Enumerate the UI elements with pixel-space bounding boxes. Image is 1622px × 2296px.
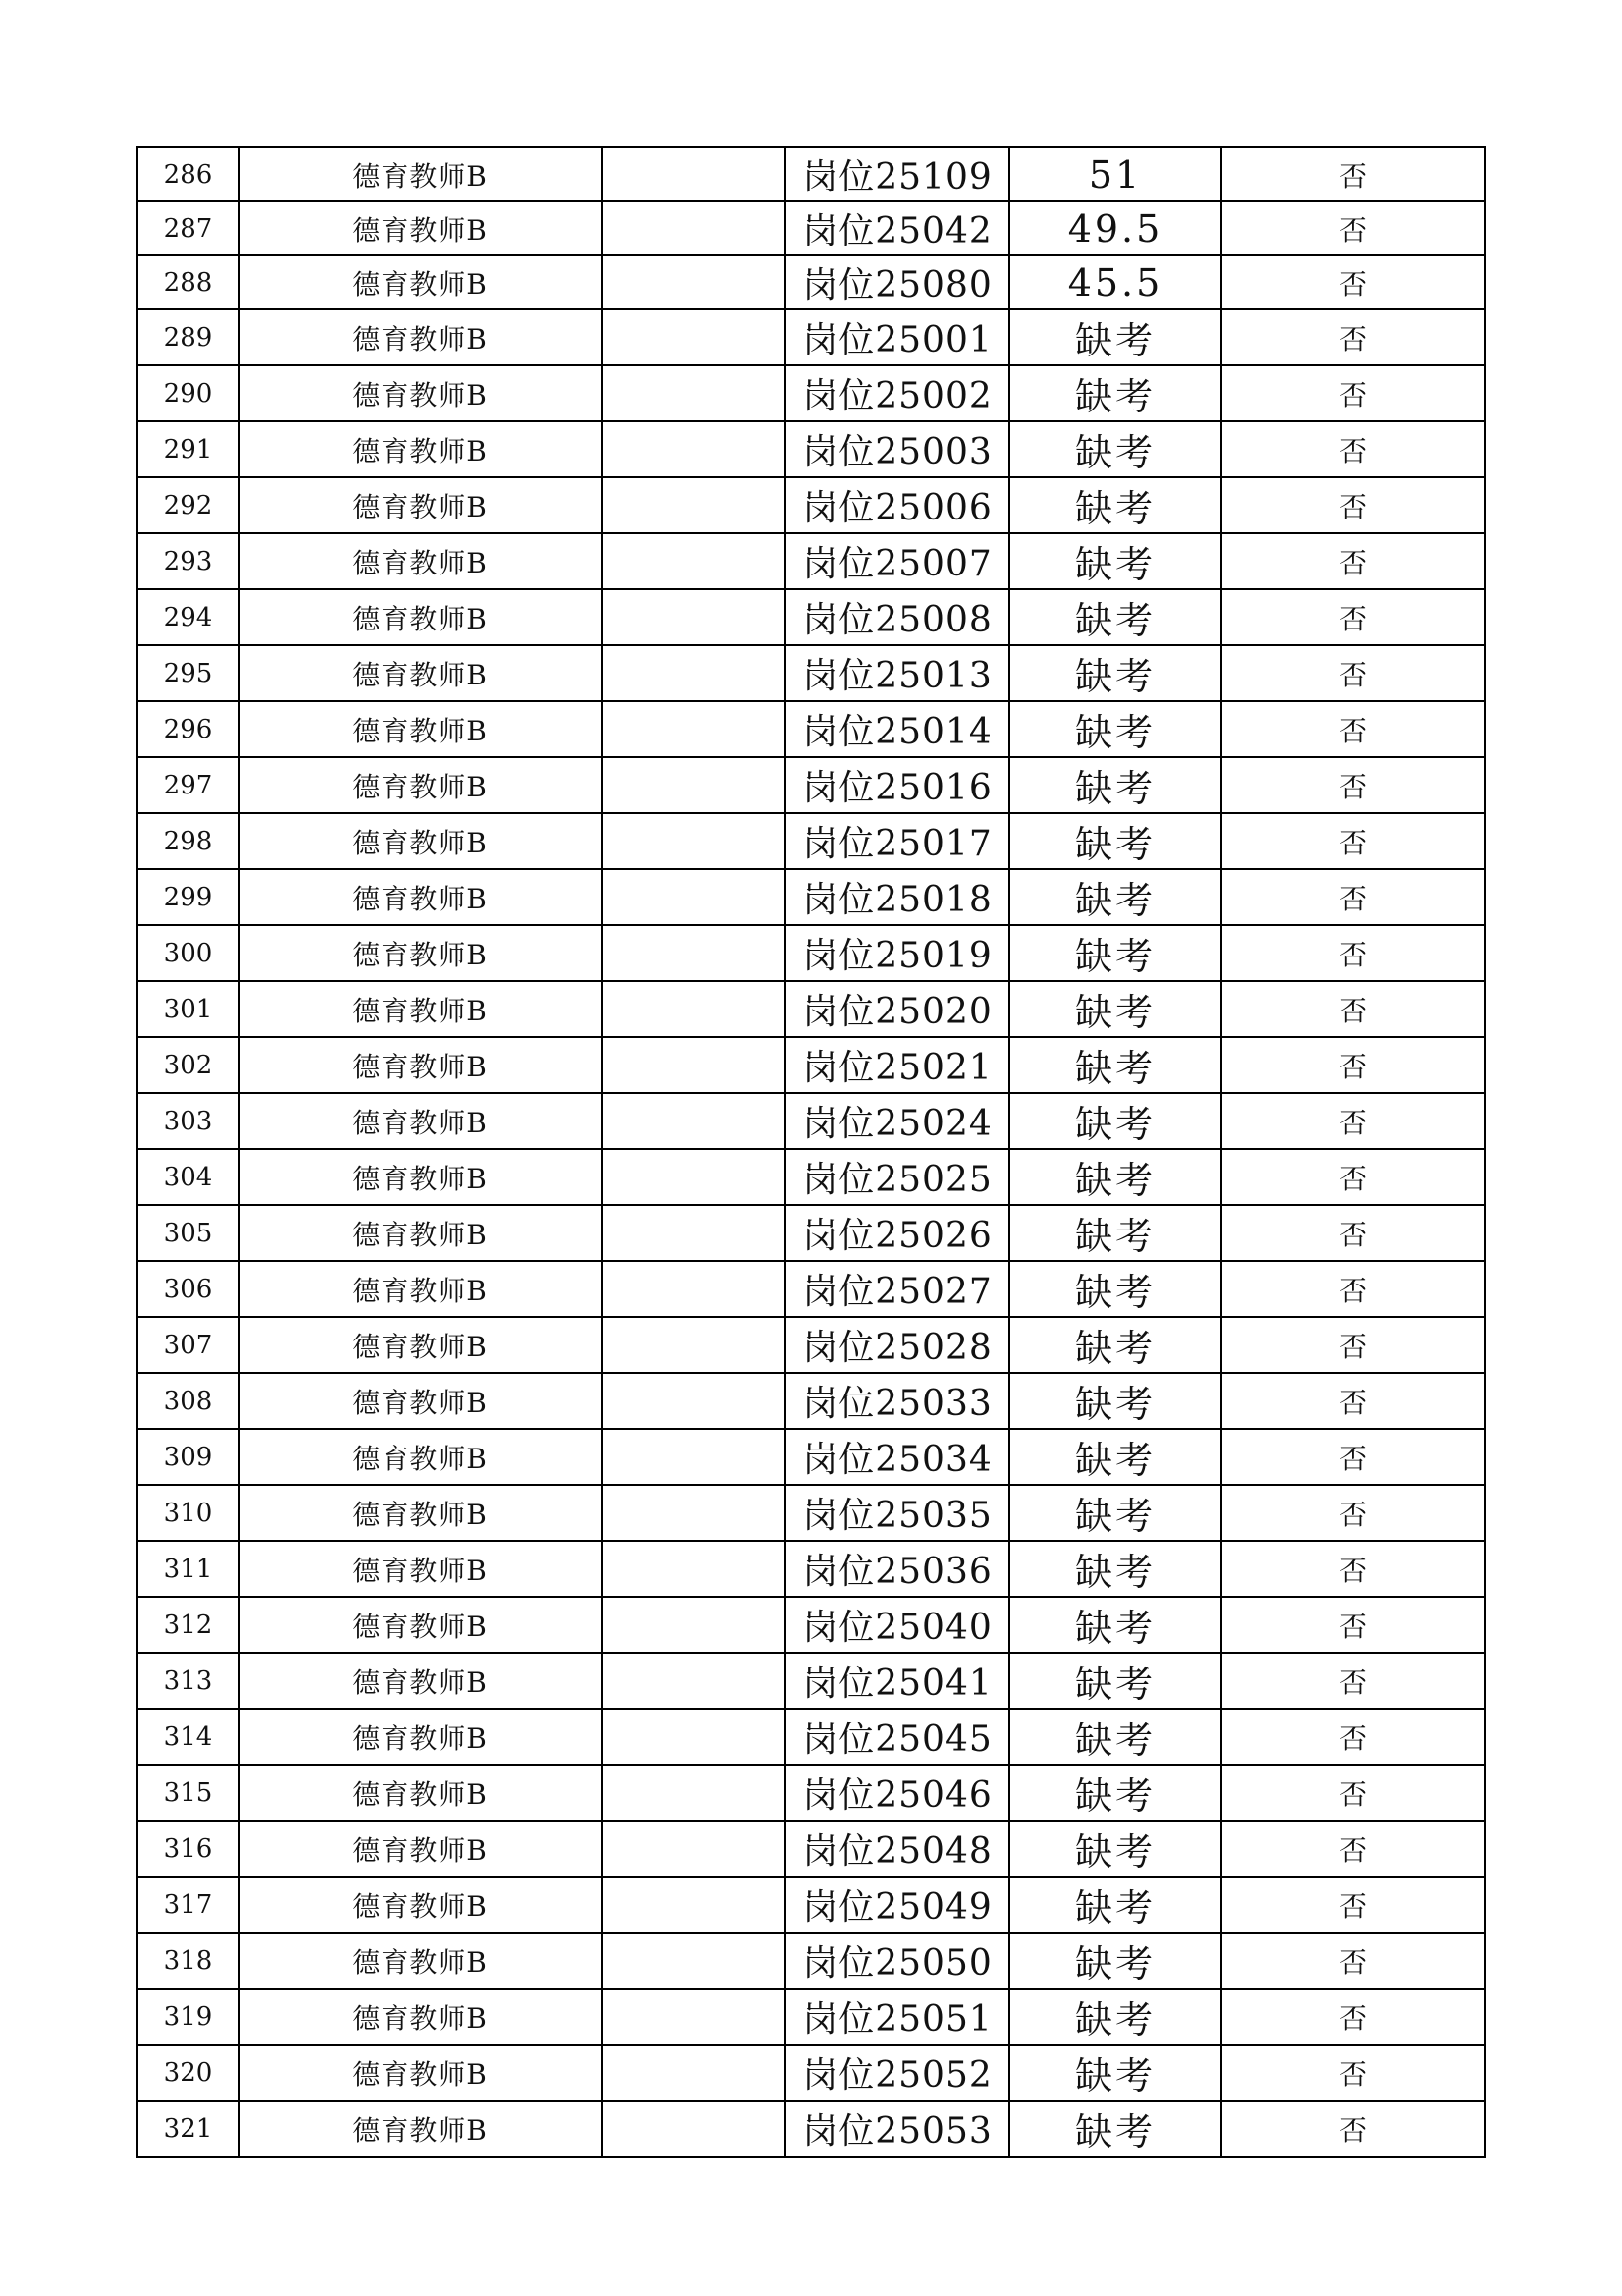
score-cell: 缺考	[1009, 981, 1221, 1037]
blank-cell	[602, 813, 785, 869]
position-name-cell: 德育教师B	[239, 1709, 602, 1765]
blank-cell	[602, 1485, 785, 1541]
blank-cell	[602, 309, 785, 365]
exam-number-cell: 岗位25042	[785, 201, 1009, 255]
exam-number-cell: 岗位25024	[785, 1093, 1009, 1149]
score-cell: 缺考	[1009, 2045, 1221, 2101]
row-number-cell: 291	[137, 421, 239, 477]
interview-flag-cell: 否	[1221, 1989, 1485, 2045]
row-number-cell: 305	[137, 1205, 239, 1261]
blank-cell	[602, 925, 785, 981]
score-cell: 缺考	[1009, 1933, 1221, 1989]
score-cell: 缺考	[1009, 1149, 1221, 1205]
score-cell: 缺考	[1009, 1597, 1221, 1653]
score-cell: 缺考	[1009, 1429, 1221, 1485]
exam-number-cell: 岗位25034	[785, 1429, 1009, 1485]
blank-cell	[602, 255, 785, 309]
position-name-cell: 德育教师B	[239, 757, 602, 813]
table-row	[137, 1261, 1485, 1317]
blank-cell	[602, 981, 785, 1037]
blank-cell	[602, 421, 785, 477]
score-cell: 缺考	[1009, 1653, 1221, 1709]
score-cell: 缺考	[1009, 1261, 1221, 1317]
row-number-cell: 319	[137, 1989, 239, 2045]
table-row	[137, 981, 1485, 1037]
blank-cell	[602, 1149, 785, 1205]
score-cell: 缺考	[1009, 1485, 1221, 1541]
position-name-cell: 德育教师B	[239, 1373, 602, 1429]
table-row	[137, 1205, 1485, 1261]
interview-flag-cell: 否	[1221, 147, 1485, 201]
score-cell: 49.5	[1009, 201, 1221, 255]
interview-flag-cell: 否	[1221, 2045, 1485, 2101]
score-cell: 缺考	[1009, 869, 1221, 925]
exam-number-cell: 岗位25040	[785, 1597, 1009, 1653]
row-number-cell: 289	[137, 309, 239, 365]
blank-cell	[602, 701, 785, 757]
interview-flag-cell: 否	[1221, 1149, 1485, 1205]
table-row	[137, 1485, 1485, 1541]
interview-flag-cell: 否	[1221, 645, 1485, 701]
table-row	[137, 1429, 1485, 1485]
exam-number-cell: 岗位25046	[785, 1765, 1009, 1821]
table-row	[137, 1709, 1485, 1765]
interview-flag-cell: 否	[1221, 1877, 1485, 1933]
score-cell: 缺考	[1009, 477, 1221, 533]
blank-cell	[602, 1373, 785, 1429]
interview-flag-cell: 否	[1221, 255, 1485, 309]
blank-cell	[602, 757, 785, 813]
exam-number-cell: 岗位25003	[785, 421, 1009, 477]
row-number-cell: 310	[137, 1485, 239, 1541]
results-table-body	[137, 147, 1485, 2157]
score-cell: 缺考	[1009, 533, 1221, 589]
blank-cell	[602, 2045, 785, 2101]
score-cell: 缺考	[1009, 1765, 1221, 1821]
interview-flag-cell: 否	[1221, 1597, 1485, 1653]
blank-cell	[602, 869, 785, 925]
score-cell: 缺考	[1009, 2101, 1221, 2157]
position-name-cell: 德育教师B	[239, 701, 602, 757]
blank-cell	[602, 201, 785, 255]
interview-flag-cell: 否	[1221, 365, 1485, 421]
interview-flag-cell: 否	[1221, 533, 1485, 589]
row-number-cell: 296	[137, 701, 239, 757]
row-number-cell: 320	[137, 2045, 239, 2101]
row-number-cell: 306	[137, 1261, 239, 1317]
position-name-cell: 德育教师B	[239, 1541, 602, 1597]
exam-number-cell: 岗位25020	[785, 981, 1009, 1037]
position-name-cell: 德育教师B	[239, 1821, 602, 1877]
score-cell: 缺考	[1009, 1093, 1221, 1149]
score-cell: 缺考	[1009, 1037, 1221, 1093]
interview-flag-cell: 否	[1221, 421, 1485, 477]
score-cell: 缺考	[1009, 365, 1221, 421]
position-name-cell: 德育教师B	[239, 1933, 602, 1989]
interview-flag-cell: 否	[1221, 201, 1485, 255]
row-number-cell: 304	[137, 1149, 239, 1205]
row-number-cell: 314	[137, 1709, 239, 1765]
row-number-cell: 298	[137, 813, 239, 869]
row-number-cell: 290	[137, 365, 239, 421]
exam-number-cell: 岗位25001	[785, 309, 1009, 365]
position-name-cell: 德育教师B	[239, 1485, 602, 1541]
table-row	[137, 1765, 1485, 1821]
position-name-cell: 德育教师B	[239, 1261, 602, 1317]
position-name-cell: 德育教师B	[239, 1149, 602, 1205]
row-number-cell: 308	[137, 1373, 239, 1429]
blank-cell	[602, 1317, 785, 1373]
blank-cell	[602, 1653, 785, 1709]
exam-number-cell: 岗位25041	[785, 1653, 1009, 1709]
exam-number-cell: 岗位25052	[785, 2045, 1009, 2101]
blank-cell	[602, 1709, 785, 1765]
table-row	[137, 201, 1485, 255]
row-number-cell: 292	[137, 477, 239, 533]
row-number-cell: 307	[137, 1317, 239, 1373]
blank-cell	[602, 1205, 785, 1261]
row-number-cell: 318	[137, 1933, 239, 1989]
score-cell: 缺考	[1009, 701, 1221, 757]
row-number-cell: 287	[137, 201, 239, 255]
interview-flag-cell: 否	[1221, 1261, 1485, 1317]
table-row	[137, 1653, 1485, 1709]
score-cell: 缺考	[1009, 1373, 1221, 1429]
blank-cell	[602, 1821, 785, 1877]
row-number-cell: 297	[137, 757, 239, 813]
interview-flag-cell: 否	[1221, 981, 1485, 1037]
interview-flag-cell: 否	[1221, 2101, 1485, 2157]
results-table	[136, 146, 1486, 2158]
exam-number-cell: 岗位25109	[785, 147, 1009, 201]
table-row	[137, 925, 1485, 981]
score-cell: 缺考	[1009, 645, 1221, 701]
blank-cell	[602, 1989, 785, 2045]
row-number-cell: 312	[137, 1597, 239, 1653]
interview-flag-cell: 否	[1221, 1485, 1485, 1541]
row-number-cell: 317	[137, 1877, 239, 1933]
blank-cell	[602, 477, 785, 533]
row-number-cell: 300	[137, 925, 239, 981]
score-cell: 缺考	[1009, 1989, 1221, 2045]
position-name-cell: 德育教师B	[239, 1317, 602, 1373]
row-number-cell: 286	[137, 147, 239, 201]
table-row	[137, 1149, 1485, 1205]
row-number-cell: 311	[137, 1541, 239, 1597]
score-cell: 缺考	[1009, 1877, 1221, 1933]
interview-flag-cell: 否	[1221, 813, 1485, 869]
interview-flag-cell: 否	[1221, 477, 1485, 533]
table-row	[137, 421, 1485, 477]
table-row	[137, 1989, 1485, 2045]
row-number-cell: 313	[137, 1653, 239, 1709]
table-row	[137, 477, 1485, 533]
score-cell: 缺考	[1009, 1821, 1221, 1877]
table-row	[137, 1373, 1485, 1429]
exam-number-cell: 岗位25006	[785, 477, 1009, 533]
row-number-cell: 295	[137, 645, 239, 701]
exam-number-cell: 岗位25007	[785, 533, 1009, 589]
exam-number-cell: 岗位25036	[785, 1541, 1009, 1597]
blank-cell	[602, 1429, 785, 1485]
position-name-cell: 德育教师B	[239, 589, 602, 645]
interview-flag-cell: 否	[1221, 1205, 1485, 1261]
score-cell: 缺考	[1009, 589, 1221, 645]
interview-flag-cell: 否	[1221, 1709, 1485, 1765]
position-name-cell: 德育教师B	[239, 869, 602, 925]
blank-cell	[602, 365, 785, 421]
table-row	[137, 589, 1485, 645]
score-cell: 缺考	[1009, 1317, 1221, 1373]
interview-flag-cell: 否	[1221, 925, 1485, 981]
blank-cell	[602, 1933, 785, 1989]
blank-cell	[602, 1261, 785, 1317]
table-row	[137, 869, 1485, 925]
score-cell: 缺考	[1009, 1709, 1221, 1765]
position-name-cell: 德育教师B	[239, 2101, 602, 2157]
row-number-cell: 302	[137, 1037, 239, 1093]
exam-number-cell: 岗位25013	[785, 645, 1009, 701]
position-name-cell: 德育教师B	[239, 421, 602, 477]
interview-flag-cell: 否	[1221, 1429, 1485, 1485]
interview-flag-cell: 否	[1221, 757, 1485, 813]
position-name-cell: 德育教师B	[239, 477, 602, 533]
row-number-cell: 299	[137, 869, 239, 925]
exam-number-cell: 岗位25026	[785, 1205, 1009, 1261]
row-number-cell: 288	[137, 255, 239, 309]
exam-number-cell: 岗位25027	[785, 1261, 1009, 1317]
exam-number-cell: 岗位25053	[785, 2101, 1009, 2157]
exam-number-cell: 岗位25028	[785, 1317, 1009, 1373]
table-row	[137, 2045, 1485, 2101]
position-name-cell: 德育教师B	[239, 1429, 602, 1485]
position-name-cell: 德育教师B	[239, 255, 602, 309]
blank-cell	[602, 1877, 785, 1933]
interview-flag-cell: 否	[1221, 1037, 1485, 1093]
score-cell: 缺考	[1009, 1541, 1221, 1597]
exam-number-cell: 岗位25033	[785, 1373, 1009, 1429]
position-name-cell: 德育教师B	[239, 981, 602, 1037]
position-name-cell: 德育教师B	[239, 645, 602, 701]
position-name-cell: 德育教师B	[239, 1597, 602, 1653]
position-name-cell: 德育教师B	[239, 1653, 602, 1709]
position-name-cell: 德育教师B	[239, 147, 602, 201]
position-name-cell: 德育教师B	[239, 533, 602, 589]
exam-number-cell: 岗位25051	[785, 1989, 1009, 2045]
score-cell: 缺考	[1009, 309, 1221, 365]
interview-flag-cell: 否	[1221, 701, 1485, 757]
blank-cell	[602, 1541, 785, 1597]
interview-flag-cell: 否	[1221, 1541, 1485, 1597]
table-row	[137, 813, 1485, 869]
table-row	[137, 701, 1485, 757]
exam-number-cell: 岗位25016	[785, 757, 1009, 813]
row-number-cell: 315	[137, 1765, 239, 1821]
score-cell: 缺考	[1009, 925, 1221, 981]
table-row	[137, 1541, 1485, 1597]
score-cell: 45.5	[1009, 255, 1221, 309]
exam-number-cell: 岗位25049	[785, 1877, 1009, 1933]
position-name-cell: 德育教师B	[239, 2045, 602, 2101]
table-row	[137, 533, 1485, 589]
blank-cell	[602, 533, 785, 589]
exam-number-cell: 岗位25017	[785, 813, 1009, 869]
table-row	[137, 1877, 1485, 1933]
row-number-cell: 301	[137, 981, 239, 1037]
position-name-cell: 德育教师B	[239, 1877, 602, 1933]
exam-number-cell: 岗位25045	[785, 1709, 1009, 1765]
position-name-cell: 德育教师B	[239, 813, 602, 869]
interview-flag-cell: 否	[1221, 1933, 1485, 1989]
interview-flag-cell: 否	[1221, 1373, 1485, 1429]
table-row	[137, 645, 1485, 701]
position-name-cell: 德育教师B	[239, 1093, 602, 1149]
interview-flag-cell: 否	[1221, 309, 1485, 365]
position-name-cell: 德育教师B	[239, 925, 602, 981]
score-cell: 缺考	[1009, 813, 1221, 869]
interview-flag-cell: 否	[1221, 1317, 1485, 1373]
exam-number-cell: 岗位25014	[785, 701, 1009, 757]
exam-number-cell: 岗位25050	[785, 1933, 1009, 1989]
table-row	[137, 1317, 1485, 1373]
position-name-cell: 德育教师B	[239, 1037, 602, 1093]
blank-cell	[602, 1597, 785, 1653]
blank-cell	[602, 1037, 785, 1093]
exam-number-cell: 岗位25008	[785, 589, 1009, 645]
position-name-cell: 德育教师B	[239, 309, 602, 365]
position-name-cell: 德育教师B	[239, 1205, 602, 1261]
position-name-cell: 德育教师B	[239, 1989, 602, 2045]
interview-flag-cell: 否	[1221, 1653, 1485, 1709]
exam-number-cell: 岗位25002	[785, 365, 1009, 421]
row-number-cell: 316	[137, 1821, 239, 1877]
row-number-cell: 321	[137, 2101, 239, 2157]
blank-cell	[602, 147, 785, 201]
row-number-cell: 303	[137, 1093, 239, 1149]
interview-flag-cell: 否	[1221, 869, 1485, 925]
table-row	[137, 147, 1485, 201]
exam-number-cell: 岗位25019	[785, 925, 1009, 981]
exam-number-cell: 岗位25048	[785, 1821, 1009, 1877]
table-row	[137, 365, 1485, 421]
table-row	[137, 1597, 1485, 1653]
interview-flag-cell: 否	[1221, 589, 1485, 645]
blank-cell	[602, 2101, 785, 2157]
table-row	[137, 1037, 1485, 1093]
score-cell: 51	[1009, 147, 1221, 201]
blank-cell	[602, 589, 785, 645]
exam-number-cell: 岗位25080	[785, 255, 1009, 309]
blank-cell	[602, 1093, 785, 1149]
table-row	[137, 255, 1485, 309]
blank-cell	[602, 1765, 785, 1821]
exam-number-cell: 岗位25018	[785, 869, 1009, 925]
table-row	[137, 309, 1485, 365]
table-row	[137, 2101, 1485, 2157]
position-name-cell: 德育教师B	[239, 201, 602, 255]
table-row	[137, 1933, 1485, 1989]
row-number-cell: 293	[137, 533, 239, 589]
exam-number-cell: 岗位25021	[785, 1037, 1009, 1093]
score-cell: 缺考	[1009, 1205, 1221, 1261]
exam-number-cell: 岗位25035	[785, 1485, 1009, 1541]
interview-flag-cell: 否	[1221, 1821, 1485, 1877]
table-row	[137, 1821, 1485, 1877]
position-name-cell: 德育教师B	[239, 365, 602, 421]
interview-flag-cell: 否	[1221, 1765, 1485, 1821]
interview-flag-cell: 否	[1221, 1093, 1485, 1149]
blank-cell	[602, 645, 785, 701]
score-cell: 缺考	[1009, 757, 1221, 813]
table-row	[137, 757, 1485, 813]
score-cell: 缺考	[1009, 421, 1221, 477]
position-name-cell: 德育教师B	[239, 1765, 602, 1821]
row-number-cell: 294	[137, 589, 239, 645]
table-row	[137, 1093, 1485, 1149]
exam-number-cell: 岗位25025	[785, 1149, 1009, 1205]
row-number-cell: 309	[137, 1429, 239, 1485]
